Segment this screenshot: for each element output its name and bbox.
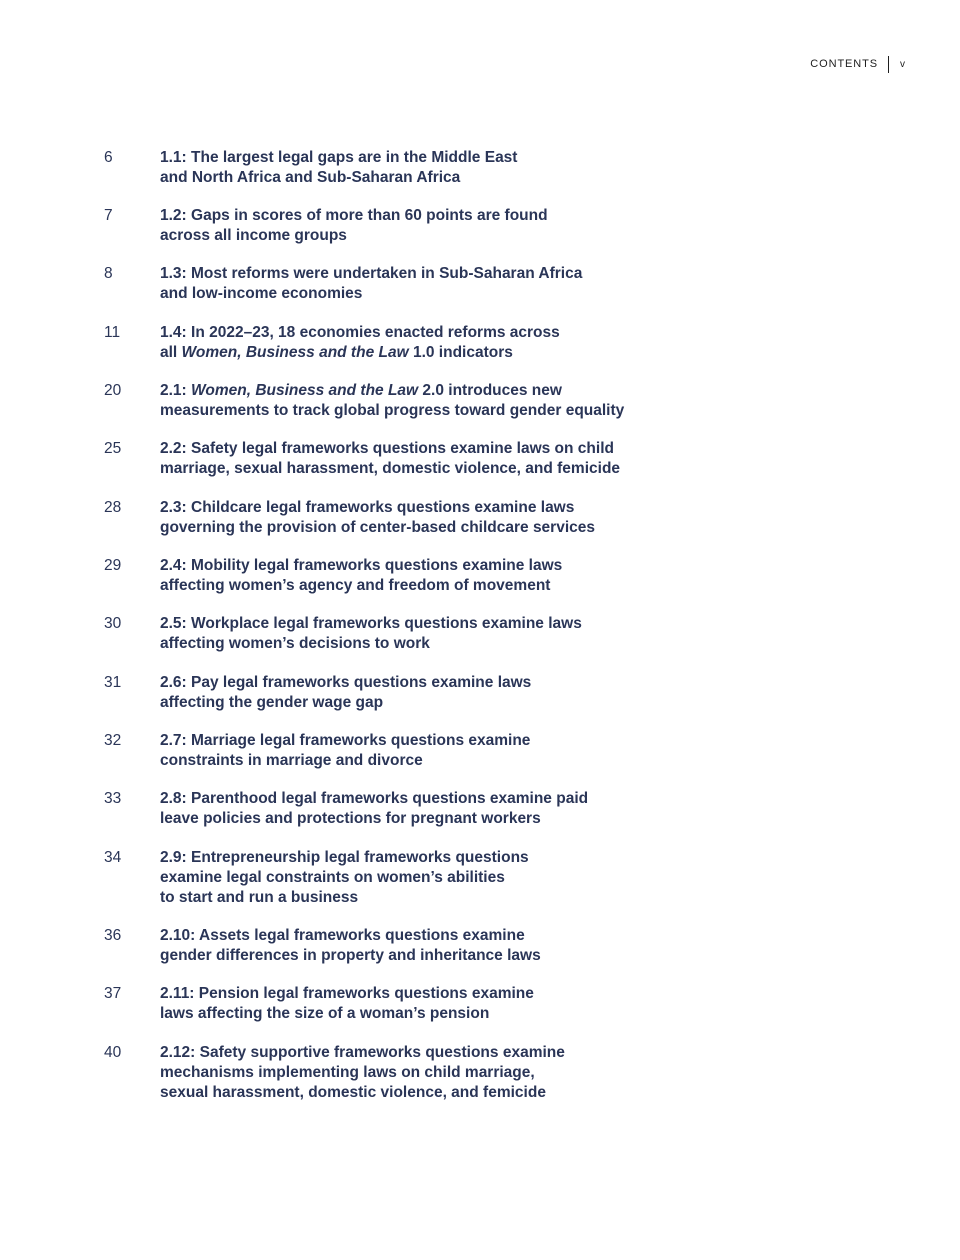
toc-entry[interactable] [104,381,884,421]
running-head-section: CONTENTS [810,58,878,70]
toc-entry-title: 2.9: Entrepreneurship legal frameworks questions examine legal constraints on women’s abilities to start and run a business [160,849,529,906]
toc-entry-page: 25 [104,440,122,457]
toc-entry-page: 34 [104,849,122,866]
toc-entry[interactable] [104,789,884,829]
toc-entry-title: 2.6: Pay legal frameworks questions examine laws affecting the gender wage gap [160,674,532,711]
toc-entry-title: 2.4: Mobility legal frameworks questions examine laws affecting women’s agency and freedom of movement [160,557,563,594]
toc-entry-title: 1.2: Gaps in scores of more than 60 points are found across all income groups [160,207,548,244]
toc-entry-page: 33 [104,790,122,807]
toc-entry[interactable] [104,556,884,596]
toc-entry[interactable] [104,614,884,654]
toc-entry-title: 1.3: Most reforms were undertaken in Sub-Saharan Africa and low-income economies [160,265,583,302]
toc-entry[interactable] [104,206,884,246]
toc-entry[interactable] [104,673,884,713]
toc-entry-page: 32 [104,732,122,749]
toc-entry-title: 1.4: In 2022–23, 18 economies enacted reforms across all Women, Business and the Law 1.0 indicators [160,324,560,361]
toc-entry[interactable] [104,731,884,771]
toc-entry-page: 31 [104,674,122,691]
toc-entry-title: 2.10: Assets legal frameworks questions examine gender differences in property and inheritance laws [160,927,541,964]
toc-entry[interactable] [104,439,884,479]
toc-entry-page: 37 [104,985,122,1002]
toc-entry-page: 36 [104,927,122,944]
toc-entry[interactable] [104,848,884,908]
toc-entry[interactable] [104,926,884,966]
toc-entry-page: 8 [104,265,113,282]
toc-entry-page: 6 [104,149,113,166]
toc-entry-title: 2.8: Parenthood legal frameworks questions examine paid leave policies and protections for pregnant workers [160,790,589,827]
toc-entry-page: 30 [104,615,122,632]
toc-entry[interactable] [104,148,884,188]
toc-entry-title: 2.1: Women, Business and the Law 2.0 introduces new measurements to track global progress toward gender equality [160,382,625,419]
figure-list [104,148,884,1103]
toc-entry-page: 28 [104,499,122,516]
toc-entry-title: 2.12: Safety supportive frameworks questions examine mechanisms implementing laws on child marriage, sexual harassment, domestic violence, and femicide [160,1044,565,1101]
toc-entry-title: 2.3: Childcare legal frameworks questions examine laws governing the provision of center-based childcare services [160,499,595,536]
toc-entry-title: 1.1: The largest legal gaps are in the Middle East and North Africa and Sub-Saharan Africa [160,149,518,186]
toc-entry[interactable] [104,1043,884,1103]
toc-entry-title: 2.5: Workplace legal frameworks questions examine laws affecting women’s decisions to work [160,615,582,652]
toc-entry-title: 2.7: Marriage legal frameworks questions examine constraints in marriage and divorce [160,732,531,769]
toc-entry-title: 2.2: Safety legal frameworks questions examine laws on child marriage, sexual harassment, domestic violence, and femicide [160,440,621,477]
page-number: v [900,59,905,70]
toc-entry-page: 20 [104,382,122,399]
toc-entry[interactable] [104,984,884,1024]
toc-entry-page: 7 [104,207,113,224]
toc-entry-title: 2.11: Pension legal frameworks questions examine laws affecting the size of a woman’s pension [160,985,534,1022]
toc-entry-page: 40 [104,1044,122,1061]
toc-entry-page: 29 [104,557,122,574]
toc-entry[interactable] [104,323,884,363]
running-head [810,56,905,73]
toc-entry[interactable] [104,498,884,538]
toc-entry[interactable] [104,264,884,304]
toc-entry-page: 11 [104,324,121,341]
